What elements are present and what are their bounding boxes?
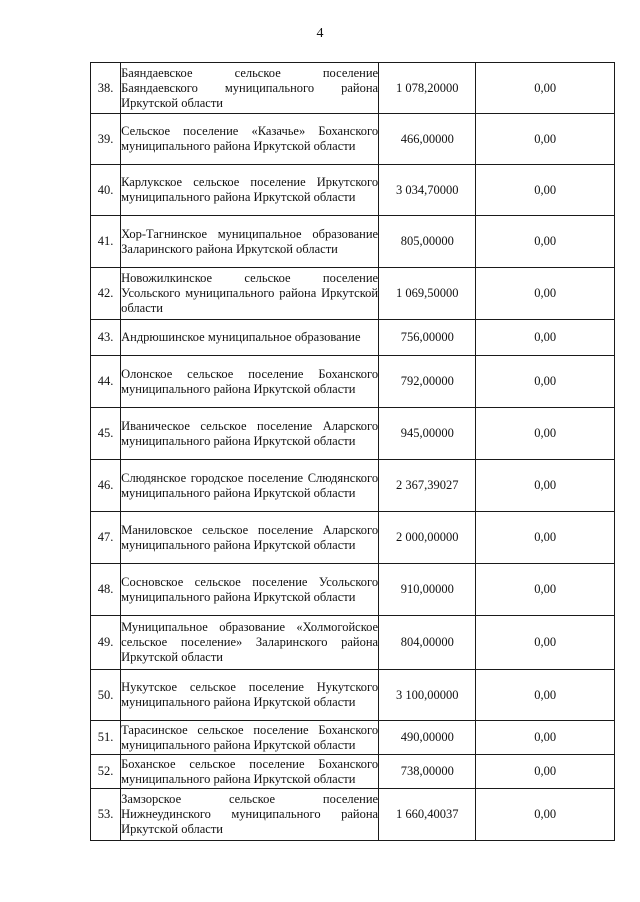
table-row <box>91 512 615 564</box>
municipality-name: Новожилкинское сельское поселение Усольского муниципального района Иркутской области <box>121 268 379 320</box>
value-cell: 0,00 <box>476 670 615 721</box>
value-cell: 0,00 <box>476 165 615 216</box>
table-row <box>91 63 615 114</box>
amount-cell: 466,00000 <box>379 114 476 165</box>
amount-cell: 805,00000 <box>379 216 476 268</box>
row-number: 45. <box>91 408 121 460</box>
value-cell: 0,00 <box>476 356 615 408</box>
municipality-name: Замзорское сельское поселение Нижнеудинского муниципального района Иркутской области <box>121 789 379 841</box>
amount-cell: 756,00000 <box>379 320 476 356</box>
table-row <box>91 268 615 320</box>
value-cell: 0,00 <box>476 216 615 268</box>
value-cell: 0,00 <box>476 63 615 114</box>
value-cell: 0,00 <box>476 408 615 460</box>
table-row <box>91 460 615 512</box>
amount-cell: 1 660,40037 <box>379 789 476 841</box>
value-cell: 0,00 <box>476 616 615 670</box>
amount-cell: 1 069,50000 <box>379 268 476 320</box>
municipality-name: Сосновское сельское поселение Усольского муниципального района Иркутской области <box>121 564 379 616</box>
value-cell: 0,00 <box>476 320 615 356</box>
municipality-name: Нукутское сельское поселение Нукутского муниципального района Иркутской области <box>121 670 379 721</box>
value-cell: 0,00 <box>476 755 615 789</box>
table-row <box>91 114 615 165</box>
amount-cell: 792,00000 <box>379 356 476 408</box>
amount-cell: 490,00000 <box>379 721 476 755</box>
value-cell: 0,00 <box>476 721 615 755</box>
municipality-name: Слюдянское городское поселение Слюдянского муниципального района Иркутской области <box>121 460 379 512</box>
table-row <box>91 165 615 216</box>
value-cell: 0,00 <box>476 268 615 320</box>
municipality-name: Иваническое сельское поселение Аларского муниципального района Иркутской области <box>121 408 379 460</box>
row-number: 51. <box>91 721 121 755</box>
amount-cell: 804,00000 <box>379 616 476 670</box>
amount-cell: 738,00000 <box>379 755 476 789</box>
table-row <box>91 616 615 670</box>
table-row <box>91 789 615 841</box>
value-cell: 0,00 <box>476 564 615 616</box>
row-number: 42. <box>91 268 121 320</box>
row-number: 38. <box>91 63 121 114</box>
table-row <box>91 320 615 356</box>
amount-cell: 2 000,00000 <box>379 512 476 564</box>
row-number: 44. <box>91 356 121 408</box>
municipality-name: Боханское сельское поселение Боханского муниципального района Иркутской области <box>121 755 379 789</box>
row-number: 46. <box>91 460 121 512</box>
table-row <box>91 216 615 268</box>
amount-cell: 2 367,39027 <box>379 460 476 512</box>
row-number: 39. <box>91 114 121 165</box>
municipality-name: Сельское поселение «Казачье» Боханского муниципального района Иркутской области <box>121 114 379 165</box>
table-row <box>91 408 615 460</box>
table-row <box>91 670 615 721</box>
row-number: 52. <box>91 755 121 789</box>
table-row <box>91 356 615 408</box>
row-number: 43. <box>91 320 121 356</box>
amount-cell: 1 078,20000 <box>379 63 476 114</box>
row-number: 47. <box>91 512 121 564</box>
value-cell: 0,00 <box>476 512 615 564</box>
municipality-name: Карлукское сельское поселение Иркутского муниципального района Иркутской области <box>121 165 379 216</box>
municipality-name: Баяндаевское сельское поселение Баяндаевского муниципального района Иркутской области <box>121 63 379 114</box>
municipality-name: Андрюшинское муниципальное образование <box>121 320 379 356</box>
value-cell: 0,00 <box>476 114 615 165</box>
amount-cell: 3 034,70000 <box>379 165 476 216</box>
amount-cell: 3 100,00000 <box>379 670 476 721</box>
row-number: 48. <box>91 564 121 616</box>
table-row <box>91 721 615 755</box>
amount-cell: 945,00000 <box>379 408 476 460</box>
table-row <box>91 564 615 616</box>
municipality-name: Маниловское сельское поселение Аларского муниципального района Иркутской области <box>121 512 379 564</box>
table-row <box>91 755 615 789</box>
row-number: 49. <box>91 616 121 670</box>
amount-cell: 910,00000 <box>379 564 476 616</box>
row-number: 40. <box>91 165 121 216</box>
value-cell: 0,00 <box>476 460 615 512</box>
municipality-name: Муниципальное образование «Холмогойское сельское поселение» Заларинского района Иркутской области <box>121 616 379 670</box>
value-cell: 0,00 <box>476 789 615 841</box>
row-number: 50. <box>91 670 121 721</box>
row-number: 41. <box>91 216 121 268</box>
municipality-name: Тарасинское сельское поселение Боханского муниципального района Иркутской области <box>121 721 379 755</box>
row-number: 53. <box>91 789 121 841</box>
municipality-name: Хор-Тагнинское муниципальное образование Заларинского района Иркутской области <box>121 216 379 268</box>
municipalities-table <box>90 62 615 841</box>
page-number: 4 <box>316 26 324 41</box>
municipality-name: Олонское сельское поселение Боханского муниципального района Иркутской области <box>121 356 379 408</box>
